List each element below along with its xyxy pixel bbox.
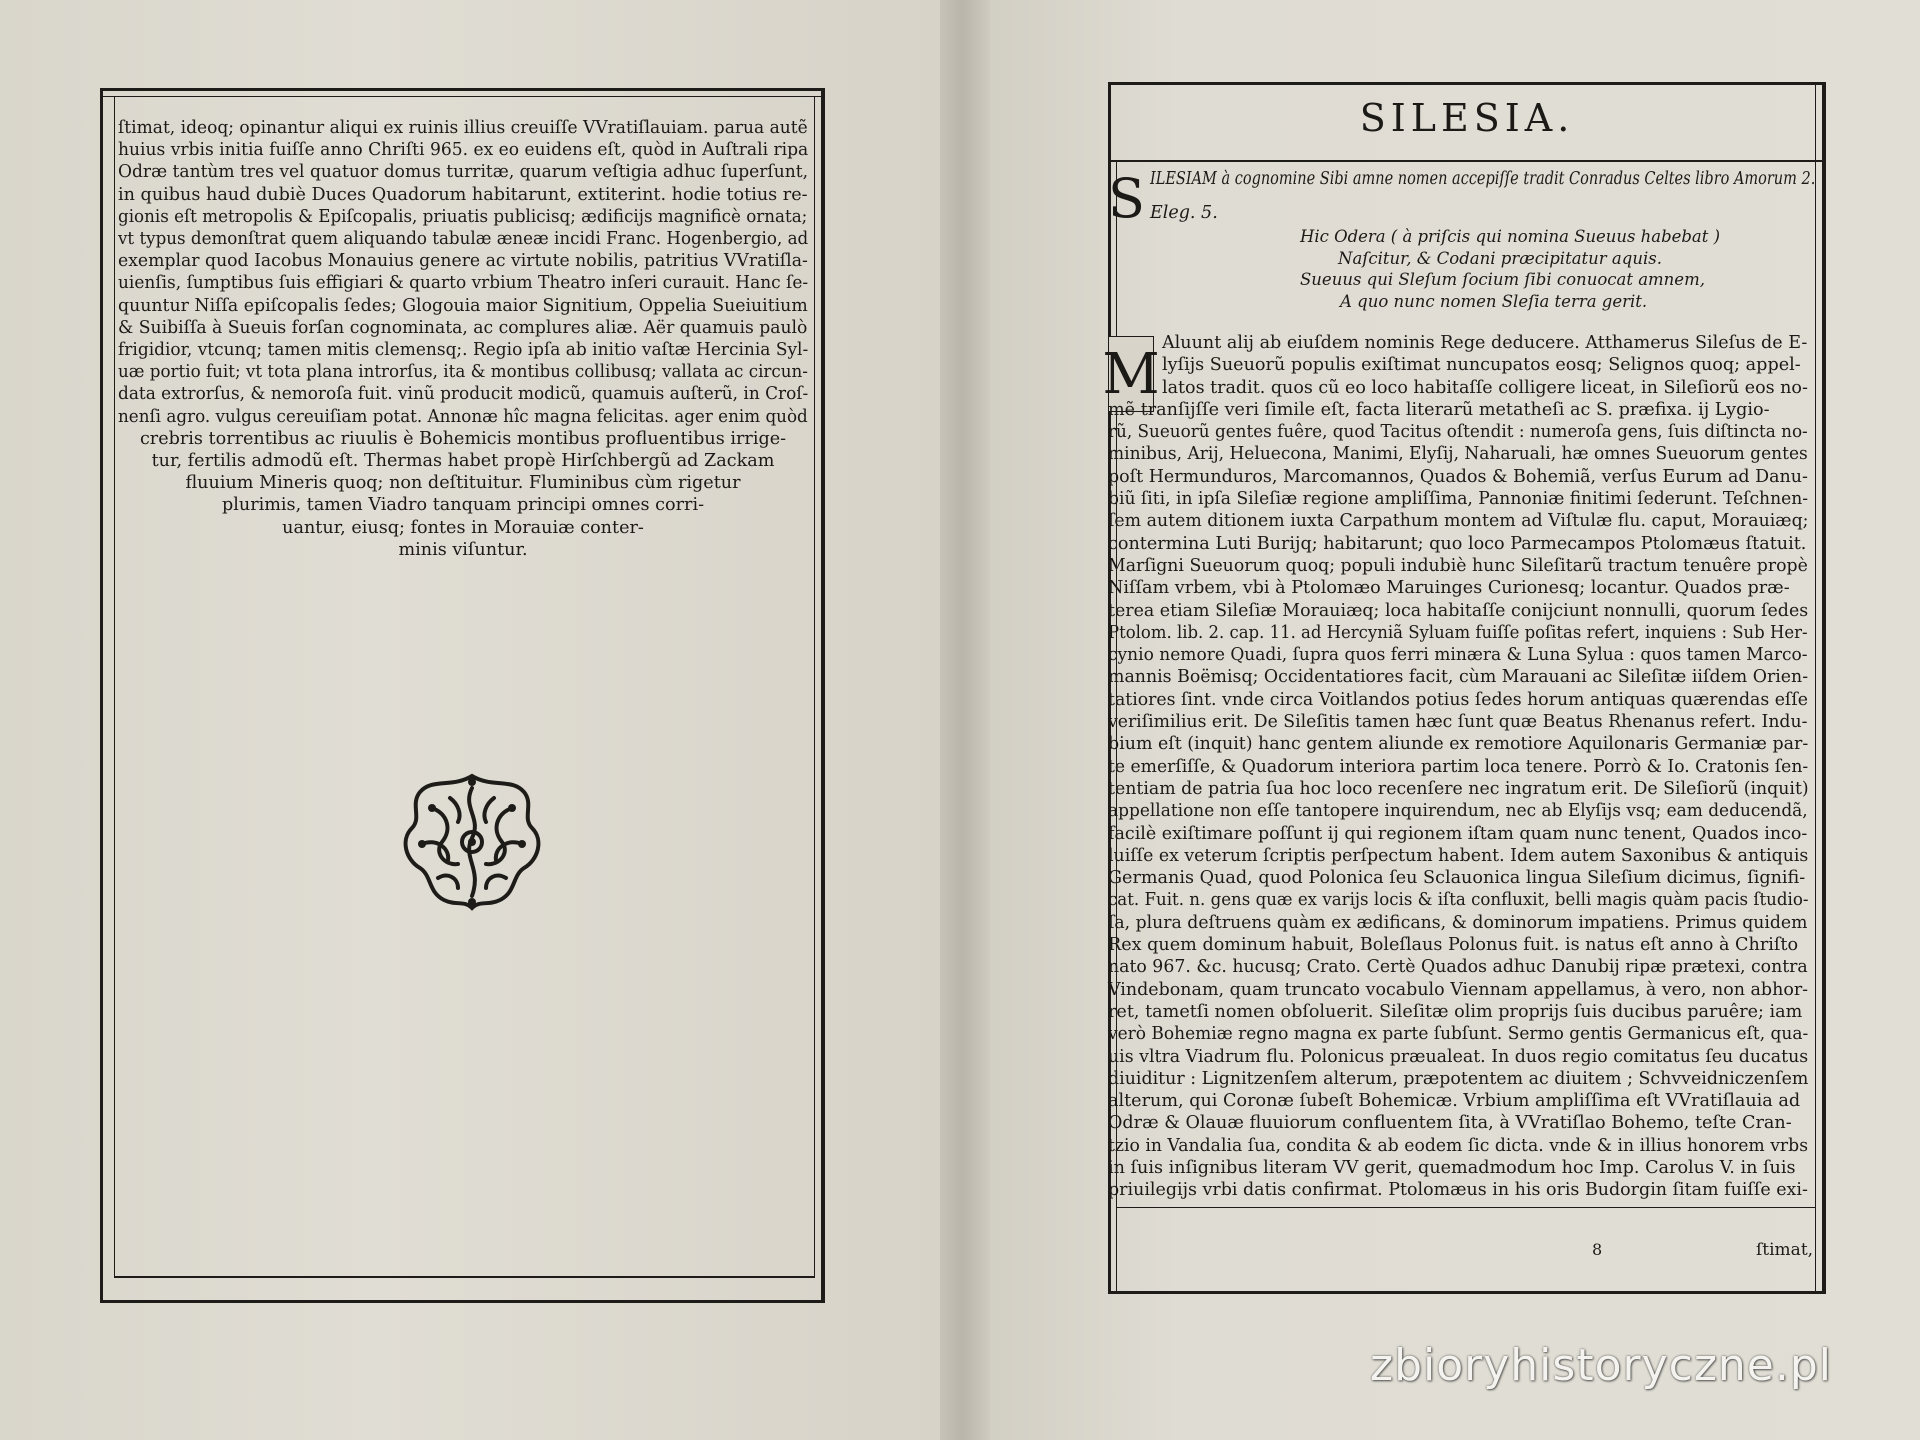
frame-rule (100, 88, 103, 1303)
text-line: Marſigni Sueuorum quoq; populi indubiè hunc Sileſitarũ tractum tenuêre propè (1108, 555, 1808, 576)
fleuron-ornament-icon (392, 768, 552, 916)
text-line: diuiditur : Lignitzenſem alterum, præpotentem ac diuitem ; Schvveidniczenſem (1108, 1068, 1809, 1089)
text-line: appellatione non eſſe tantopere inquirendum, nec ab Elyſijs vsq; eam deducendã, (1108, 801, 1808, 822)
frame-rule (100, 96, 825, 97)
text-line: uæ portio fuit; vt tota plana introrſus, ita & montibus collibusq; vallata ac circun- (118, 362, 808, 383)
text-line: Aluunt alij ab eiuſdem nominis Rege deducere. Atthamerus Sileſus de E- (1162, 333, 1808, 353)
text-line: rũ, Sueuorũ gentes fuêre, quod Tacitus oſtendit : numeroſa gens, ſuis diſtincta no- (1108, 422, 1808, 443)
text-line: gionis eſt metropolis & Epiſcopalis, priuatis publicisq; ædificijs magnificè ornata; (118, 206, 808, 227)
text-line: poſt Hermunduros, Marcomannos, Quados & Bohemiã, verſus Eurum ad Danu- (1108, 466, 1808, 487)
text-line: facilè exiſtimare poſſunt ij qui regionem iſtam quam nunc tenent, Quados inco- (1108, 823, 1808, 844)
text-line: ſa, plura deſtruens quàm ex ædificans, & dominorum impatiens. Primus quidem (1108, 912, 1808, 933)
intro-drop-letter: S (1108, 167, 1145, 230)
text-line: cat. Fuit. n. gens quæ ex varijs locis & iſta confluxit, belli magis quàm pacis ſtudio- (1108, 890, 1809, 911)
text-line: nato 967. &c. hucusq; Crato. Certè Quados adhuc Danubij ripæ prætexi, contra (1108, 957, 1808, 978)
frame-rule (114, 96, 115, 1276)
book-gutter (940, 0, 990, 1440)
text-line: & Suibiſſa à Sueuis forſan cognominata, ac complures aliæ. Aër quamuis paulò (118, 317, 808, 338)
verse-line: Naſcitur, & Codani præcipitatur aquis. (1338, 248, 1662, 268)
text-line: Germanis Quad, quod Polonica ſeu Sclauonica lingua Sileſium dicimus, ſignifi- (1108, 868, 1806, 889)
text-line: tur, fertilis admodũ eſt. Thermas habet propè Hirſchbergũ ad Zackam (151, 451, 775, 472)
frame-rule (100, 1300, 825, 1303)
text-line: Vindebonam, quam truncato vocabulo Viennam appellamus, à vero, non abhor- (1108, 979, 1809, 1000)
text-line: quuntur Niſſa epiſcopalis ſedes; Glogouia maior Signitium, Oppelia Sueiuitium (118, 295, 808, 316)
text-line: ſem autem ditionem iuxta Carpathum montem ad Viſtulæ flu. caput, Morauiæq; (1108, 511, 1809, 532)
page-title: SILESIA. (1359, 96, 1575, 140)
text-line: Odræ & Olauæ fluuiorum confluentem ſita, à VVratiſlao Bohemo, teſte Cran- (1108, 1113, 1792, 1134)
text-line: tentiam de patria ſua hoc loco recenſere nec ingratum erit. De Sileſiorũ (inquit) (1108, 778, 1809, 799)
text-line: Niſſam vrbem, vbi à Ptolomæo Maruinges Curionesq; locantur. Quados præ- (1108, 578, 1790, 599)
text-line: latos tradit. quos cũ eo loco habitaſſe colligere liceat, in Sileſiorũ eos no- (1162, 377, 1808, 398)
text-line: ſtimat, ideoq; opinantur aliqui ex ruinis illius creuiſſe VVratiſlauiam. parua autẽ (118, 118, 808, 138)
text-line: in ſuis inſignibus literam VV gerit, quemadmodum hoc Imp. Carolus V. in ſuis (1108, 1157, 1796, 1178)
text-line: contermina Luti Burijq; habitarunt; quo loco Parmecampos Ptolomæus ſtatuit. (1108, 533, 1807, 554)
frame-rule (1822, 82, 1826, 1294)
text-line: data extrorſus, & nemoroſa fuit. vinũ producit modicũ, quamuis auſterũ, in Croſ- (118, 384, 809, 405)
verse-quote (1240, 226, 1720, 312)
frame-rule (100, 88, 825, 91)
text-line: Rex quem dominum habuit, Boleſlaus Polonus fuit. is natus eſt anno à Chriſto (1108, 935, 1799, 956)
frame-rule (1108, 1291, 1826, 1294)
text-line: uantur, eiusq; fontes in Morauiæ conter- (282, 517, 644, 538)
text-line: verò Bohemiæ regno magna ex parte ſubſunt. Sermo gentis Germanicus eſt, qua- (1108, 1024, 1809, 1045)
text-line: biũ ſiti, in ipſa Sileſiæ regione ampliſſima, Pannoniæ finitimi ſederunt. Teſchnen- (1108, 489, 1809, 510)
catchword: ſtimat, (1756, 1240, 1814, 1260)
right-page-text (1108, 332, 1820, 1202)
text-line: crebris torrentibus ac riuulis è Bohemicis montibus profluentibus irrige- (139, 428, 787, 449)
text-line: lyſijs Sueuorũ populis exiſtimat nuncupatos eosq; Selignos quoq; appel- (1162, 355, 1801, 376)
intro-line: Eleg. 5. (1150, 203, 1218, 223)
left-page-text (118, 117, 808, 561)
frame-rule (814, 96, 815, 1276)
verse-line: Sueuus qui Sleſum ſocium ſibi conuocat amnem, (1300, 270, 1705, 289)
text-line: fluuium Mineris quoq; non deſtituitur. Fluminibus cùm rigetur (185, 473, 741, 494)
watermark: zbioryhistoryczne.pl (1370, 1340, 1833, 1391)
text-line: in quibus haud dubiè Duces Quadorum habitarunt, extiterint. hodie totius re- (118, 184, 808, 205)
text-line: frigidior, vtcunq; tamen mitis clemensq;. Regio ipſa ab initio vaſtæ Hercinia Syl- (118, 340, 809, 361)
frame-rule (821, 88, 825, 1303)
text-line: luiſſe ex veterum ſcriptis perſpectum habent. Idem autem Saxonibus & antiquis (1108, 845, 1809, 866)
text-line: uienſis, ſumptibus ſuis effigiari & quarto vrbium Theatro inſeri curauit. Hanc ſe- (118, 273, 809, 294)
verse-line: Hic Odera ( à priſcis qui nomina Sueuus habebat ) (1300, 227, 1721, 246)
text-line: exemplar quod Iacobus Monauius genere ac virtute nobilis, patritius VVratiſla- (118, 251, 808, 272)
text-line: vt typus demonſtrat quem aliquando tabulæ æneæ incidi Franc. Hogenbergio, ad (118, 229, 809, 250)
text-line: mẽ tranſijſſe veri ſimile eſt, facta literarũ metatheſi ac S. præfixa. ij Lygio- (1108, 399, 1770, 420)
text-line: minis viſuntur. (398, 539, 528, 560)
text-line: minibus, Arij, Heluecona, Manimi, Elyſij, Naharuali, hæ omnes Sueuorum gentes (1108, 444, 1808, 465)
text-line: te emerſiſſe, & Quadorum interiora partim loca tenere. Porrò & Io. Cratonis ſen- (1108, 756, 1809, 777)
text-line: plurimis, tamen Viadro tanquam principi omnes corri- (221, 495, 705, 516)
text-line: tzio in Vandalia ſua, condita & ab eodem ſic dicta. vnde & in illius honorem vrbs (1108, 1135, 1809, 1156)
verse-line: A quo nunc nomen Sleſia terra gerit. (1340, 291, 1648, 311)
text-line: cynio nemore Quadi, ſupra quos ferri minæra & Luna Sylua : quos tamen Marco- (1108, 645, 1808, 666)
text-line: alterum, qui Coronæ ſubeſt Bohemicæ. Vrbium ampliſſima eſt VVratiſlauia ad (1108, 1091, 1801, 1112)
text-line: Odræ tantùm tres vel quatuor domus turritæ, quarum veſtigia adhuc ſuperſunt, (118, 162, 809, 183)
frame-rule (1116, 1207, 1816, 1208)
frame-rule (1108, 160, 1826, 162)
text-line: veriſimilius erit. De Sileſitis tamen hæc ſunt quæ Beatus Rhenanus refert. Indu- (1108, 712, 1808, 733)
intro-line: ILESIAM à cognomine Sibi amne nomen accepiſſe tradit Conradus Celtes libro Amorum 2. (1150, 169, 1816, 189)
text-line: terea etiam Sileſiæ Morauiæq; loca habitaſſe conijciunt nonnulli, quorum ſedes (1108, 600, 1809, 621)
frame-rule (1108, 82, 1826, 85)
text-line: priuilegijs vrbi datis confirmat. Ptolomæus in his oris Budorgin ſitam fuiſſe exi- (1108, 1180, 1808, 1201)
page-number: 8 (1592, 1240, 1603, 1259)
text-line: Ptolom. lib. 2. cap. 11. ad Hercyniã Syluam fuiſſe poſitas refert, inquiens : Sub Her- (1108, 622, 1808, 643)
decorated-initial: M (1108, 336, 1154, 412)
text-line: huius vrbis initia fuiſſe anno Chriſti 965. ex eo euidens eſt, quòd in Auſtrali ripa (118, 140, 809, 161)
text-line: nenſi agro. vulgus cereuiſiam potat. Annonæ hîc magna felicitas. ager enim quòd (118, 406, 808, 427)
text-line: ret, tametſi nomen obſoluerit. Sileſitæ olim proprijs ſuis ducibus paruêre; iam (1108, 1001, 1803, 1022)
text-line: uis vltra Viadrum flu. Polonicus præualeat. In duos regio comitatus ſeu ducatus (1108, 1046, 1809, 1067)
frame-rule (114, 1276, 815, 1278)
text-line: bium eſt (inquit) hanc gentem aliunde ex remotiore Aquilonaris Germaniæ par- (1108, 734, 1809, 755)
text-line: mannis Boëmisq; Occidentatiores facit, cùm Marauani ac Sileſitæ iiſdem Orien- (1108, 667, 1809, 688)
text-line: tatiores ſint. vnde circa Voitlandos potius ſedes horum antiquas quærendas eſſe (1108, 689, 1808, 710)
